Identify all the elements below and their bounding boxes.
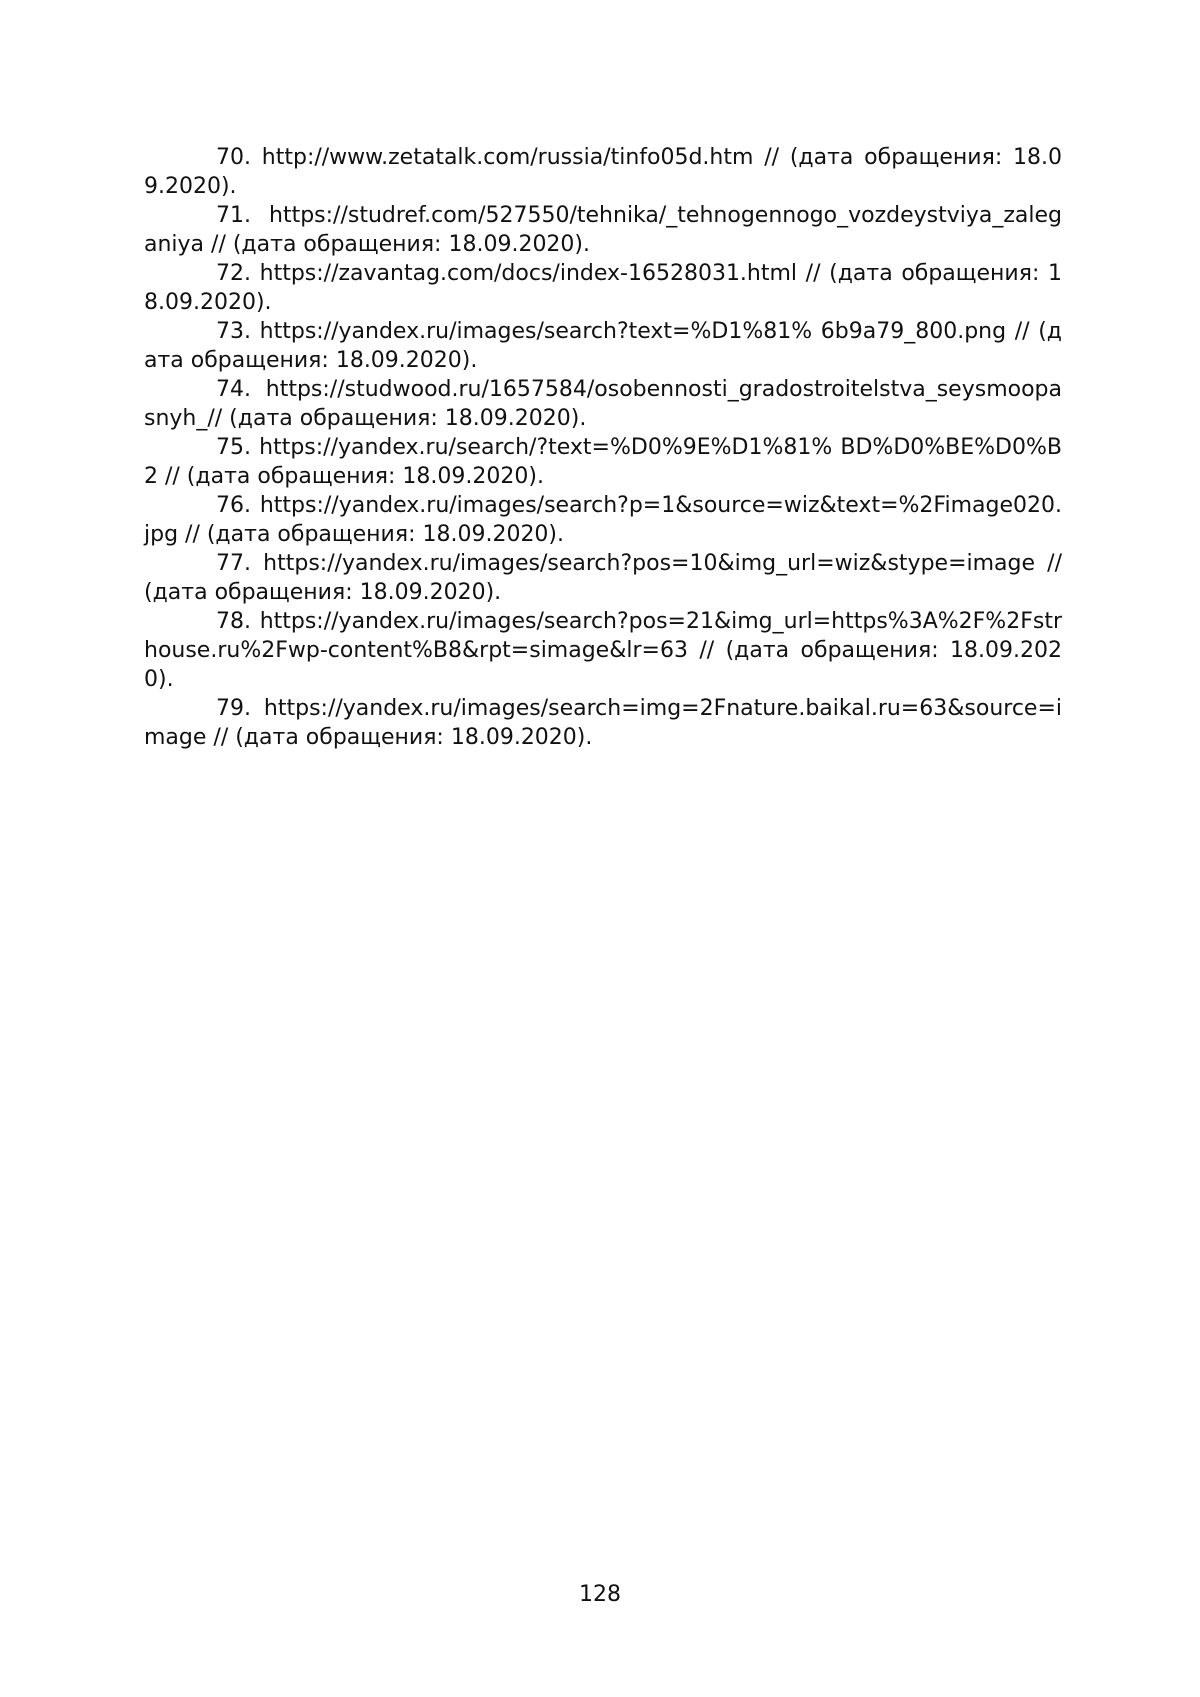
reference-number: 72. — [216, 261, 251, 286]
reference-text: https://yandex.ru/images/search?p=1&source=wiz&text=%2Fimage020.jpg // (дата обращения: 18.09.2020). — [144, 493, 1062, 547]
reference-number: 73. — [216, 319, 251, 344]
reference-number: 76. — [216, 493, 251, 518]
reference-text: https://studref.com/527550/tehnika/_tehnogennogo_vozdeystviya_zaleganiya // (дата обращения: 18.09.2020). — [144, 203, 1062, 257]
reference-item-73 — [144, 317, 1062, 375]
reference-text: https://yandex.ru/images/search=img=2Fnature.baikal.ru=63&source=image // (дата обращения: 18.09.2020). — [144, 696, 1062, 750]
reference-number: 77. — [216, 551, 251, 576]
reference-number: 70. — [216, 145, 251, 170]
reference-text: https://yandex.ru/search/?text=%D0%9E%D1%81% BD%D0%BE%D0%B2 // (дата обращения: 18.09.2020). — [144, 435, 1062, 489]
reference-number: 78. — [216, 609, 251, 634]
reference-item-70 — [144, 143, 1062, 201]
reference-item-75 — [144, 433, 1062, 491]
reference-item-74 — [144, 375, 1062, 433]
reference-number: 74. — [216, 377, 251, 402]
reference-item-76 — [144, 491, 1062, 549]
reference-number: 75. — [216, 435, 251, 460]
reference-text: https://yandex.ru/images/search?pos=10&img_url=wiz&stype=image // (дата обращения: 18.09.2020). — [144, 551, 1062, 605]
reference-item-77 — [144, 549, 1062, 607]
reference-number: 79. — [216, 696, 251, 721]
reference-item-72 — [144, 259, 1062, 317]
reference-item-78 — [144, 607, 1062, 694]
reference-text: https://yandex.ru/images/search?pos=21&img_url=https%3A%2F%2Fstrhouse.ru%2Fwp-content%B8&rpt=simage&lr=63 // (дата обращения: 18.09.2020). — [144, 609, 1062, 692]
reference-text: https://zavantag.com/docs/index-16528031.html // (дата обращения: 18.09.2020). — [144, 261, 1063, 315]
reference-text: https://studwood.ru/1657584/osobennosti_gradostroitelstva_seysmoopasnyh_// (дата обращения: 18.09.2020). — [144, 377, 1062, 431]
page-number: 128 — [579, 1582, 621, 1607]
reference-item-79 — [144, 694, 1062, 752]
reference-number: 71. — [216, 203, 251, 228]
reference-text: https://yandex.ru/images/search?text=%D1%81% 6b9a79_800.png // (дата обращения: 18.09.2020). — [144, 319, 1062, 373]
reference-item-71 — [144, 201, 1062, 259]
reference-text: http://www.zetatalk.com/russia/tinfo05d.htm // (дата обращения: 18.09.2020). — [144, 145, 1062, 199]
reference-list — [144, 143, 1062, 752]
